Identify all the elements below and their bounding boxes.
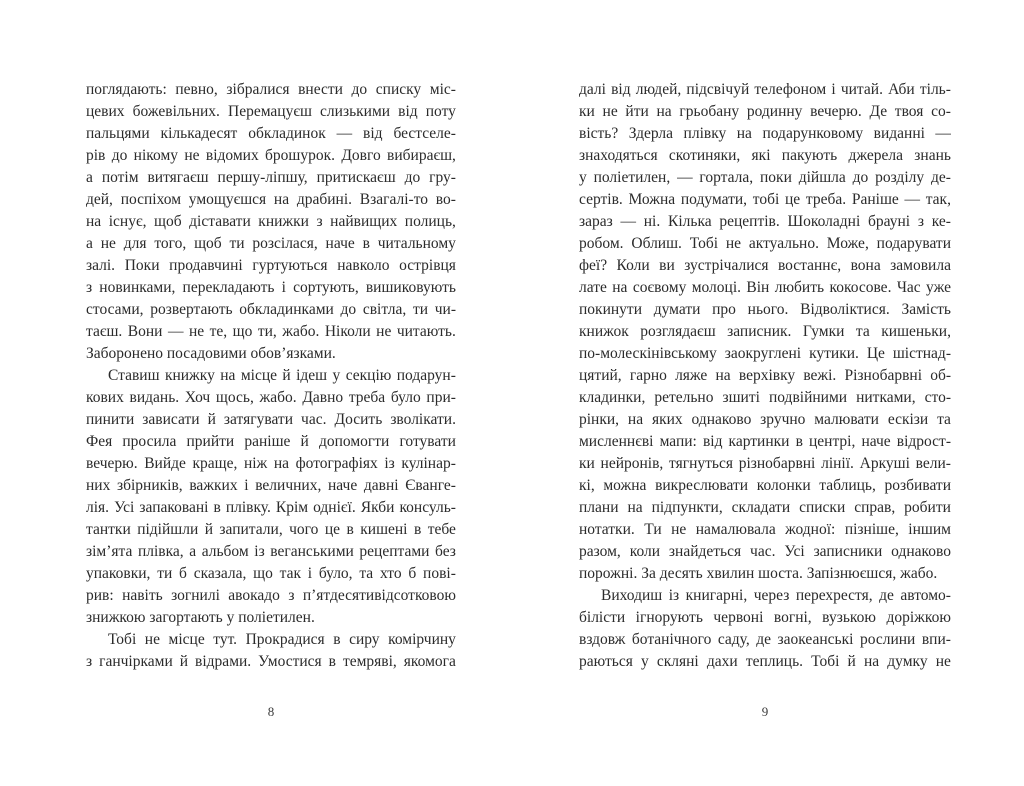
paragraph [579,585,951,673]
text-line: дей, поспіхом умощуєшся на драбині. Взагалі-то во- [86,191,456,208]
text-line: ки нейронів, тягнуться різнобарвні лінії. Аркуші вели- [579,455,951,472]
paragraph [86,365,456,629]
text-line: Заборонено посадовими обов’язками. [86,345,336,362]
text-line: плани на підпункти, складати списки справ, робити [579,499,951,516]
text-line: упаковки, ти б сказала, що так і було, та хто б пові- [86,565,456,582]
text-line: з новинками, перекладають і сортують, вишиковують [86,279,456,296]
text-line: знаходяться скотиняки, які пакують джерела знань [579,147,951,164]
text-line: знижкою загортають у поліетилен. [86,609,315,626]
text-line: покинути думати про нього. Відволіктися. Замість [579,301,951,318]
text-line: книжок розглядаєш записник. Гумки та кишеньки, [579,323,951,340]
text-line: вздовж ботанічного саду, де заокеанські рослини впи- [579,631,951,648]
text-line: кладинки, ретельно зшиті подвійними нитками, сто- [579,389,951,406]
text-line: Фея просила прийти раніше й допомогти готувати [86,433,456,450]
text-line: тантки підійшли й запитали, чого це в кишені в тебе [86,521,456,538]
text-line: порожні. За десять хвилин шоста. Запізнюєшся, жабо. [579,565,938,582]
text-line: лія. Усі запаковані в плівку. Крім однієї. Якби консуль- [86,499,456,516]
text-line: кі, можна викреслювати колонки таблиць, розбивати [579,477,951,494]
text-line: далі від людей, підсвічуй телефоном і читай. Аби тіль- [579,81,951,98]
text-line: а не для того, щоб ти розсілася, наче в читальному [86,235,456,252]
text-line: вість? Здерла плівку на подарунковому виданні — [579,125,951,142]
text-line: білісти ігнорують червоні вогні, вузькою доріжкою [579,609,951,626]
page-number-right: 9 [761,704,769,719]
text-line: а потім витягаєш першу-ліпшу, притискаєш до гру- [86,169,456,186]
text-line: цевих божевільних. Перемацуєш слизькими від поту [86,103,456,120]
text-line: у поліетилен, — гортала, поки дійшла до розділу де- [579,169,951,186]
text-line: цятий, гарно ляже на верхівку вежі. Різнобарвні об- [579,367,951,384]
text-line: зараз — ні. Кілька рецептів. Шоколадні брауні з ке- [579,213,951,230]
text-line: разом, коли знайдеться час. Усі записники однаково [579,543,951,560]
left-page-text [86,79,456,673]
text-line: залі. Поки продавчині гуртуються навколо острівця [86,257,456,274]
text-line: ки не йти на грьобану родинну вечерю. Де твоя со- [579,103,951,120]
text-line: пальцями кількадесят обкладинок — від бестселе- [86,125,456,142]
paragraph [86,629,456,673]
text-line: стосами, розвертають обкладинками до світла, ти чи- [86,301,456,318]
text-line: вечерю. Вийде краще, ніж на фотографіях із кулінар- [86,455,456,472]
text-line: таєш. Вони — не те, що ти, жабо. Ніколи не читають. [86,323,456,340]
page-number-left: 8 [267,704,275,719]
text-line: з ганчірками й відрами. Умостися в темряві, якомога [86,653,456,670]
text-line: на існує, щоб діставати книжки з найвищих полиць, [86,213,456,230]
text-line: робом. Облиш. Тобі не актуально. Може, подарувати [579,235,951,252]
text-line: Тобі не місце тут. Прокрадися в сиру комірчину [108,631,456,648]
text-line: лате на соєвому молоці. Він любить кокосове. Час уже [579,279,951,296]
text-line: раються у скляні дахи теплиць. Тобі й на думку не [579,653,951,670]
text-line: феї? Коли ви зустрічалися востаннє, вона замовила [579,257,951,274]
text-line: рів до нікому не відомих брошурок. Довго вибираєш, [86,147,456,164]
text-line: мисленнєві мапи: від картинки в центрі, наче відрост- [579,433,951,450]
text-line: нотатки. Ти не намалювала жодної: пізніше, іншим [579,521,951,538]
text-line: рінки, на яких однаково зручно малювати ескізи та [579,411,951,428]
text-line: кових видань. Хоч щось, жабо. Давно треба було при- [86,389,456,406]
text-line: Ставиш книжку на місце й ідеш у секцію подарун- [108,367,456,384]
right-page-text [579,79,951,673]
text-line: Виходиш із книгарні, через перехрестя, де автомо- [601,587,951,604]
paragraph [86,79,456,365]
text-line: сертів. Можна подумати, тобі це треба. Раніше — так, [579,191,951,208]
text-line: по-молескінівському заокруглені кутики. Це шістнад- [579,345,951,362]
text-line: пинити зависати й затягувати час. Досить зволікати. [86,411,456,428]
text-line: поглядають: певно, зібралися внести до списку міс- [86,81,456,98]
text-line: них збірників, важких і величних, наче давні Єванге- [86,477,456,494]
paragraph [579,79,951,585]
text-line: зім’ята плівка, а альбом із веганськими рецептами без [86,543,456,560]
text-line: рив: навіть зогнилі авокадо з п’ятдесятивідсотковою [86,587,456,604]
